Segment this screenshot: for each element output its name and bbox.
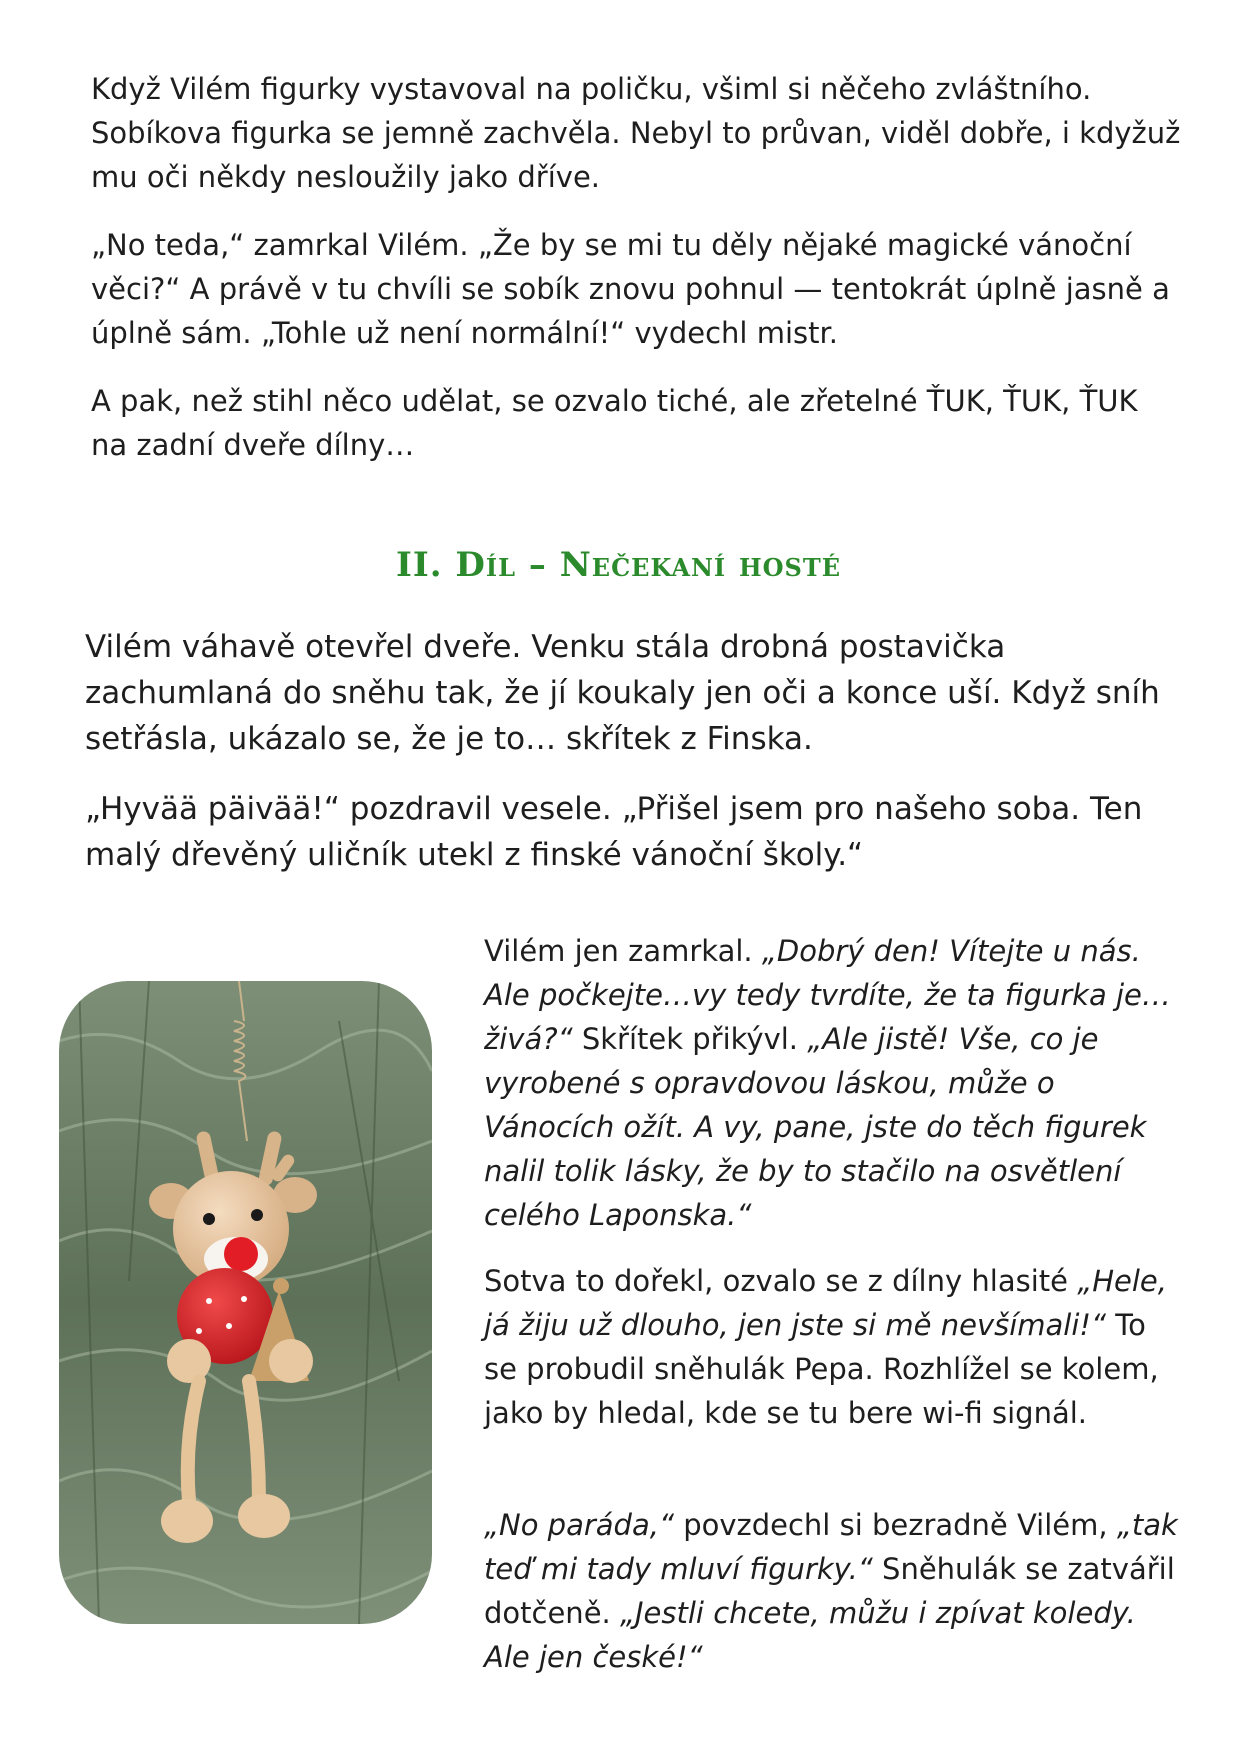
quote: „Dobrý den! Vítejte u nás. Ale počkejte…vy tedy tvrdíte, že ta figurka je… živá?“ [484,934,1171,1056]
paragraph-parada [484,1503,1184,1679]
narration: To se probudil sněhulák Pepa. Rozhlížel se kolem, jako by hledal, kde se tu bere wi-fi signál. [484,1308,1159,1430]
narration: Skřítek přikývl. [572,1022,808,1056]
narration: Sněhulák se zatvářil dotčeně. [484,1552,1175,1630]
paragraph-greeting: „Hyvää päivää!“ pozdravil vesele. „Přišel jsem pro našeho soba. Ten malý dřevěný uličník utekl z finské vánoční školy.“ [85,791,1143,873]
paragraph-dialogue-elf [484,929,1184,1237]
quote: „Hele, já žiju už dlouho, jen jste si mě nevšímali!“ [484,1264,1167,1342]
paragraph-intro: Když Vilém figurky vystavoval na poličku, všiml si něčeho zvláštního. Sobíkova figurka se jemně zachvěla. Nebyl to průvan, viděl dobře, i kdyžuž mu oči někdy nesloužily jako dříve. [91,72,1181,194]
narration: Vilém jen zamrkal. [484,934,762,968]
quote: „Jestli chcete, můžu i zpívat koledy. Ale jen české!“ [484,1596,1136,1674]
reindeer-ornament-illustration [59,981,432,1624]
quote: „No paráda,“ [484,1508,674,1542]
narration: Sotva to dořekl, ozvalo se z dílny hlasité [484,1264,1078,1298]
reindeer-ornament-photo [59,981,432,1624]
paragraph-tuk: A pak, než stihl něco udělat, se ozvalo tiché, ale zřetelné ŤUK, ŤUK, ŤUK na zadní dveře dílny… [91,384,1138,462]
quote: „Ale jistě! Vše, co je vyrobené s opravdovou láskou, může o Vánocích ožít. A vy, pane, jste do těch figurek nalil tolik lásky, že by to stačilo na osvětlení celého Laponska.“ [484,1022,1147,1232]
chapter-heading: II. Díl – Nečekaní hosté [395,545,842,585]
paragraph-no-teda: „No teda,“ zamrkal Vilém. „Že by se mi tu děly nějaké magické vánoční věci?“ A právě v tu chvíli se sobík znovu pohnul — tentokrát úplně jasně a úplně sám. „Tohle už není normální!“ vydechl mistr. [91,228,1170,350]
narration: povzdechl si bezradně Vilém, [673,1508,1117,1542]
quote: „tak teď mi tady mluví figurky.“ [484,1508,1178,1586]
paragraph-door: Vilém váhavě otevřel dveře. Venku stála drobná postavička zachumlaná do sněhu tak, že jí koukaly jen oči a konce uší. Když sníh setřásla, ukázalo se, že je to… skřítek z Finska. [85,629,1160,757]
paragraph-snowman [484,1259,1184,1435]
